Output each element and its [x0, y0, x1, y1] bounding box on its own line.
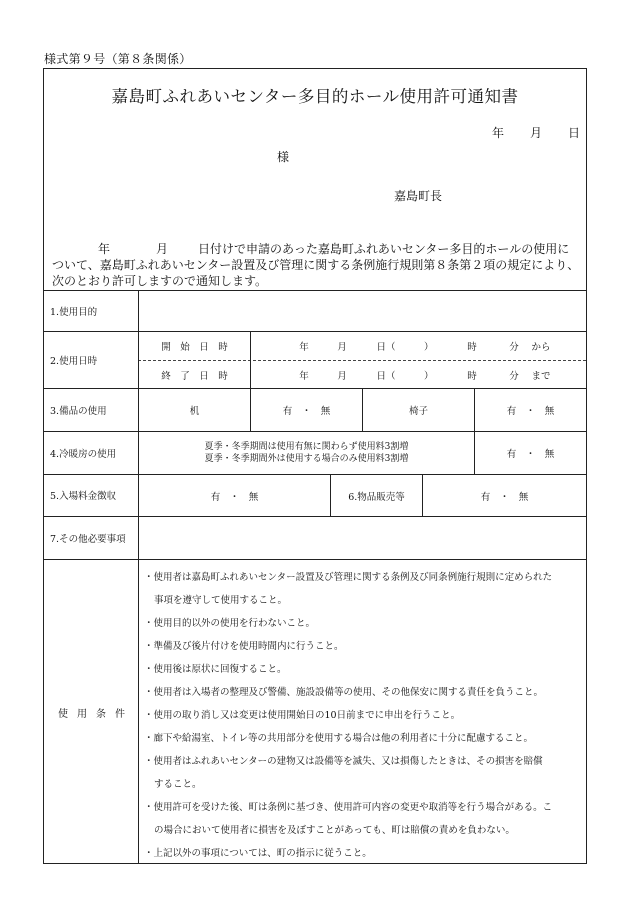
- notice-body: 日付けで申請のあった嘉島町ふれあいセンター多目的ホールの使用について、嘉島町ふれあいセンター設置及び管理に関する条例施行規則第８条第２項の規定により、次のとおり許可しますので通知します。: [52, 242, 580, 288]
- document-title: 嘉島町ふれあいセンター多目的ホール使用許可通知書: [111, 87, 519, 106]
- start-year: 年: [299, 342, 309, 353]
- aircon-note: [139, 432, 474, 474]
- end-year: 年: [299, 370, 309, 382]
- notice-year: 年: [98, 242, 111, 256]
- condition-item: ・使用の取り消し又は変更は使用開始日の10日前までに申出を行うこと。: [144, 710, 461, 721]
- aircon-choice[interactable]: 有 ・ 無: [506, 449, 555, 460]
- purpose-label: 1.使用目的: [50, 306, 98, 318]
- chair-choice[interactable]: 有 ・ 無: [506, 406, 555, 417]
- divider: [250, 331, 251, 388]
- desk-label: 机: [189, 406, 200, 417]
- end-day: 日（ ）: [376, 370, 434, 382]
- admission-fee-label: 5.入場料金徴収: [50, 491, 117, 502]
- condition-item-cont: すること。: [154, 779, 202, 790]
- aircon-label: 4.冷暖房の使用: [50, 448, 117, 460]
- date-month: 月: [529, 126, 542, 140]
- condition-item: ・使用目的以外の使用を行わないこと。: [144, 618, 316, 629]
- other-label: 7.その他必要事項: [50, 533, 126, 545]
- start-minute: 分: [509, 342, 519, 353]
- other-field[interactable]: [139, 517, 585, 558]
- aircon-note-peak: 夏季・冬季期間は使用有無に関わらず使用料3割増: [204, 442, 409, 452]
- divider: [44, 559, 586, 560]
- aircon-note-offpeak: 夏季・冬季期間外は使用する場合のみ使用料3割増: [204, 454, 409, 464]
- conditions-list: [144, 566, 584, 865]
- condition-item-cont: 事項を遵守して使用すること。: [154, 595, 288, 606]
- condition-item: ・準備及び後片付けを使用時間内に行うこと。: [144, 641, 344, 652]
- start-datetime-label: 開 始 日 時: [161, 342, 228, 353]
- notice-month: 月: [156, 242, 169, 256]
- notice-text: [52, 241, 580, 289]
- start-month: 月: [337, 342, 347, 353]
- equipment-label: 3.備品の使用: [50, 405, 107, 417]
- end-datetime-label: 終 了 日 時: [161, 370, 228, 382]
- end-hour: 時: [467, 370, 477, 382]
- purpose-field[interactable]: [139, 291, 585, 330]
- start-day: 日（ ）: [376, 342, 434, 353]
- merchandise-choice[interactable]: 有 ・ 無: [480, 491, 529, 503]
- until-text: まで: [531, 370, 551, 382]
- chair-label: 椅子: [408, 406, 428, 417]
- merchandise-label: 6.物品販売等: [348, 491, 405, 503]
- condition-item: ・使用後は原状に回復すること。: [144, 664, 287, 675]
- end-month: 月: [337, 370, 347, 382]
- addressee: 様: [277, 150, 290, 164]
- condition-item: ・廊下や給湯室、トイレ等の共用部分を使用する場合は他の利用者に十分に配慮すること。: [144, 733, 534, 744]
- desk-choice[interactable]: 有 ・ 無: [282, 406, 331, 417]
- form-number: 様式第９号（第８条関係）: [44, 52, 192, 66]
- end-minute: 分: [509, 370, 519, 382]
- form-frame: [43, 68, 587, 864]
- issuer: 嘉島町長: [394, 189, 443, 203]
- conditions-label: 使用条件: [58, 709, 134, 720]
- admission-fee-choice[interactable]: 有 ・ 無: [210, 491, 259, 503]
- date-day: 日: [567, 126, 580, 140]
- condition-item: ・使用許可を受けた後、町は条例に基づき、使用許可内容の変更や取消等を行う場合がある。こ: [144, 802, 553, 813]
- date-year: 年: [491, 126, 504, 140]
- condition-item: ・上記以外の事項については、町の指示に従うこと。: [144, 848, 372, 859]
- condition-item: ・使用者は嘉島町ふれあいセンター設置及び管理に関する条例及び同条例施行規則に定められた: [144, 572, 553, 583]
- condition-item-cont: の場合において使用者に損害を及ぼすことがあっても、町は賠償の責めを負わない。: [154, 825, 515, 836]
- start-hour: 時: [467, 342, 477, 353]
- condition-item: ・使用者はふれあいセンターの建物又は設備等を滅失、又は損傷したときは、その損害を賠償: [144, 756, 543, 767]
- condition-item: ・使用者は入場者の整理及び警備、施設設備等の使用、その他保安に関する責任を負うこと。: [144, 687, 544, 698]
- issue-date: [466, 124, 580, 141]
- datetime-label: 2.使用日時: [50, 355, 98, 367]
- from-text: から: [531, 342, 551, 353]
